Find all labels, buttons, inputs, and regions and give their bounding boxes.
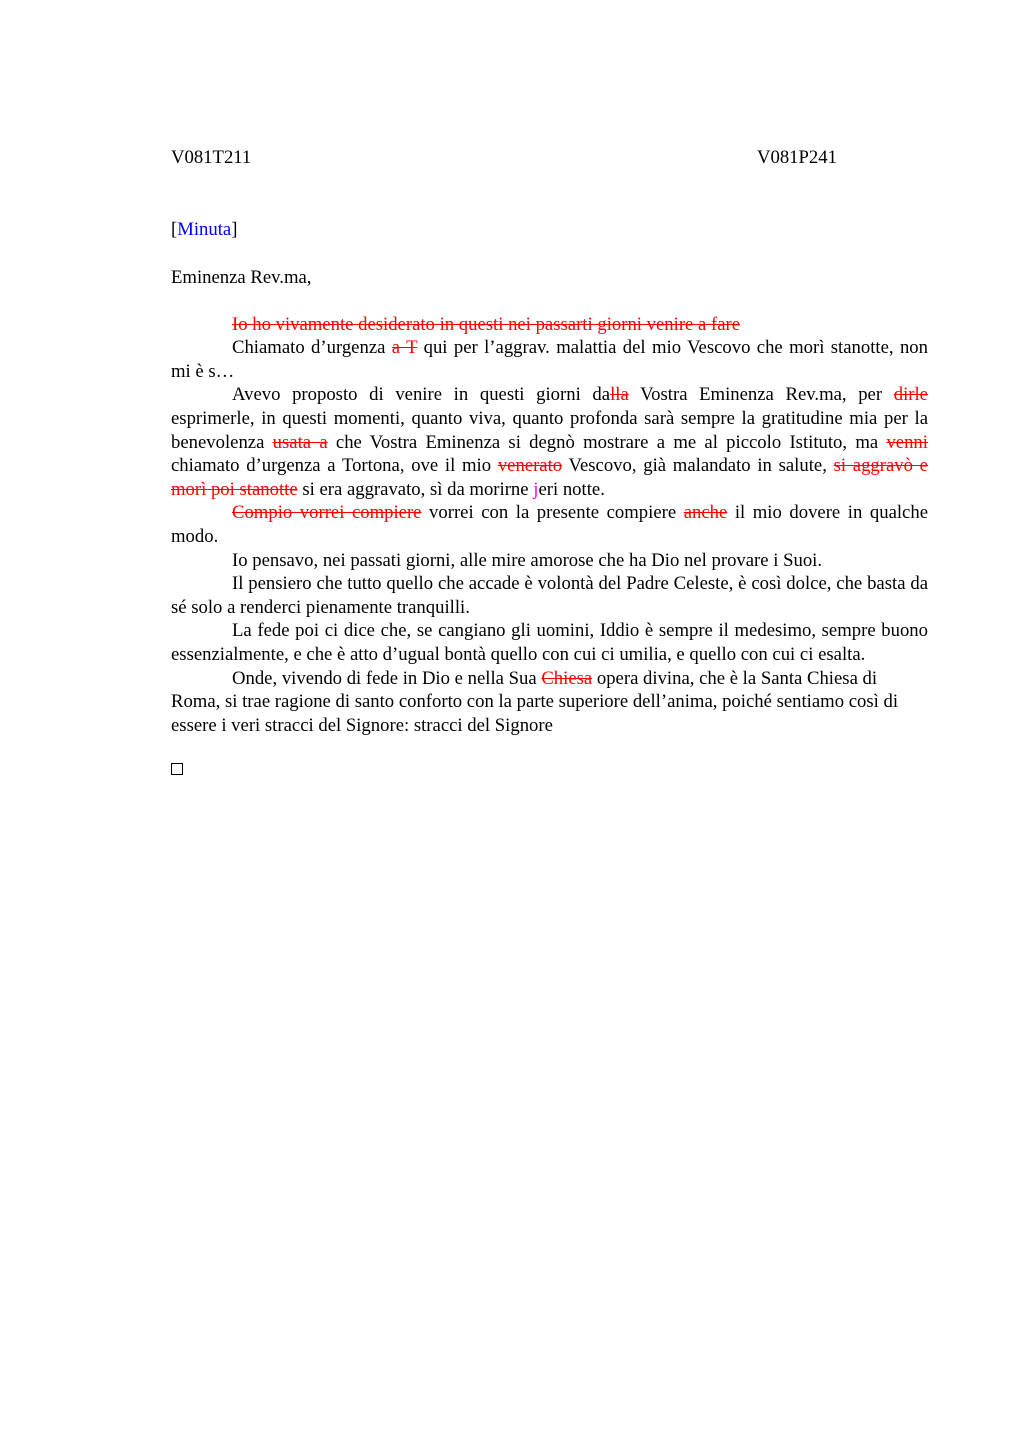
document-codes — [171, 146, 928, 170]
deleted-text: anche — [683, 502, 728, 524]
paragraph-5 — [171, 549, 928, 573]
paragraph-text: si era aggravato, sì da morirne — [297, 478, 534, 500]
paragraph-text: vorrei con la presente compiere — [421, 502, 684, 524]
paragraph-1 — [171, 313, 928, 337]
deleted-text: Io ho vivamente desiderato in questi nei passarti giorni venire a fare — [232, 313, 741, 335]
paragraph-text: Vescovo, già malandato in salute, — [562, 455, 834, 477]
paragraph-text: chiamato d’urgenza a Tortona, ove il mio — [171, 455, 498, 477]
paragraph-text: Io pensavo, nei passati giorni, alle mire amorose che ha Dio nel provare i Suoi. — [232, 549, 823, 571]
deleted-text: Chiesa — [541, 667, 593, 689]
paragraph-7 — [171, 619, 928, 666]
paragraph-4 — [171, 501, 928, 548]
paragraph-text: opera divina, che è la Santa Chiesa di Roma, si trae ragione di santo conforto con la parte superiore dell’anima, poiché sentiamo così di essere i veri stracci del Signore: stracci del Signore — [171, 667, 899, 736]
paragraph-text: Vostra Eminenza Rev.ma, per — [628, 384, 894, 406]
paragraph-text: qui per l’aggrav. malattia del mio Vescovo che morì stanotte, non mi è s… — [171, 337, 928, 382]
deleted-text: venerato — [497, 455, 563, 477]
deleted-text: usata a — [272, 431, 328, 453]
deleted-text: a T — [391, 337, 418, 359]
paragraph-text: esprimerle, in questi momenti, quanto viva, quanto profonda sarà sempre la gratitudine mia per la benevolenza — [171, 408, 928, 453]
paragraph-text: Chiamato d’urgenza — [232, 337, 392, 359]
paragraph-3 — [171, 383, 928, 501]
paragraph-text: il mio dovere in qualche modo. — [171, 502, 928, 548]
paragraph-text: Il pensiero che tutto quello che accade è volontà del Padre Celeste, è così dolce, che basta da sé solo a renderci pienamente tranquilli. — [171, 573, 928, 618]
bracket-open: [ — [171, 219, 178, 240]
letter-body — [171, 313, 928, 738]
minuta-label — [171, 218, 928, 242]
minuta-text: Minuta — [177, 219, 232, 240]
document-code-right: V081P241 — [757, 147, 837, 168]
paragraph-text: eri notte. — [538, 478, 605, 500]
paragraph-text: Avevo proposto di venire in questi giorni da — [232, 384, 611, 406]
paragraph-text: Onde, vivendo di fede in Dio e nella Sua — [232, 667, 542, 689]
bracket-close: ] — [231, 219, 238, 240]
paragraph-8 — [171, 667, 928, 738]
paragraph-text: che Vostra Eminenza si degnò mostrare a me al piccolo Istituto, ma — [327, 431, 887, 453]
paragraph-text: La fede poi ci dice che, se cangiano gli uomini, Iddio è sempre il medesimo, sempre buono essenzialmente, e che è atto d’ugual bontà quello con cui ci umilia, e quello con cui ci esalta. — [171, 620, 928, 665]
deleted-text: Compio vorrei compiere — [232, 502, 422, 524]
paragraph-6 — [171, 572, 928, 619]
end-of-document-box-icon — [171, 763, 183, 775]
letter-page — [171, 146, 928, 775]
salutation: Eminenza Rev.ma, — [171, 266, 312, 288]
deleted-text: venni — [886, 431, 928, 453]
inserted-text: j — [533, 478, 539, 500]
deleted-text: si aggravò e morì poi stanotte — [171, 455, 928, 500]
deleted-text: lla — [610, 384, 629, 406]
document-code-left: V081T211 — [171, 147, 252, 168]
paragraph-2 — [171, 336, 928, 383]
deleted-text: dirle — [893, 384, 928, 406]
